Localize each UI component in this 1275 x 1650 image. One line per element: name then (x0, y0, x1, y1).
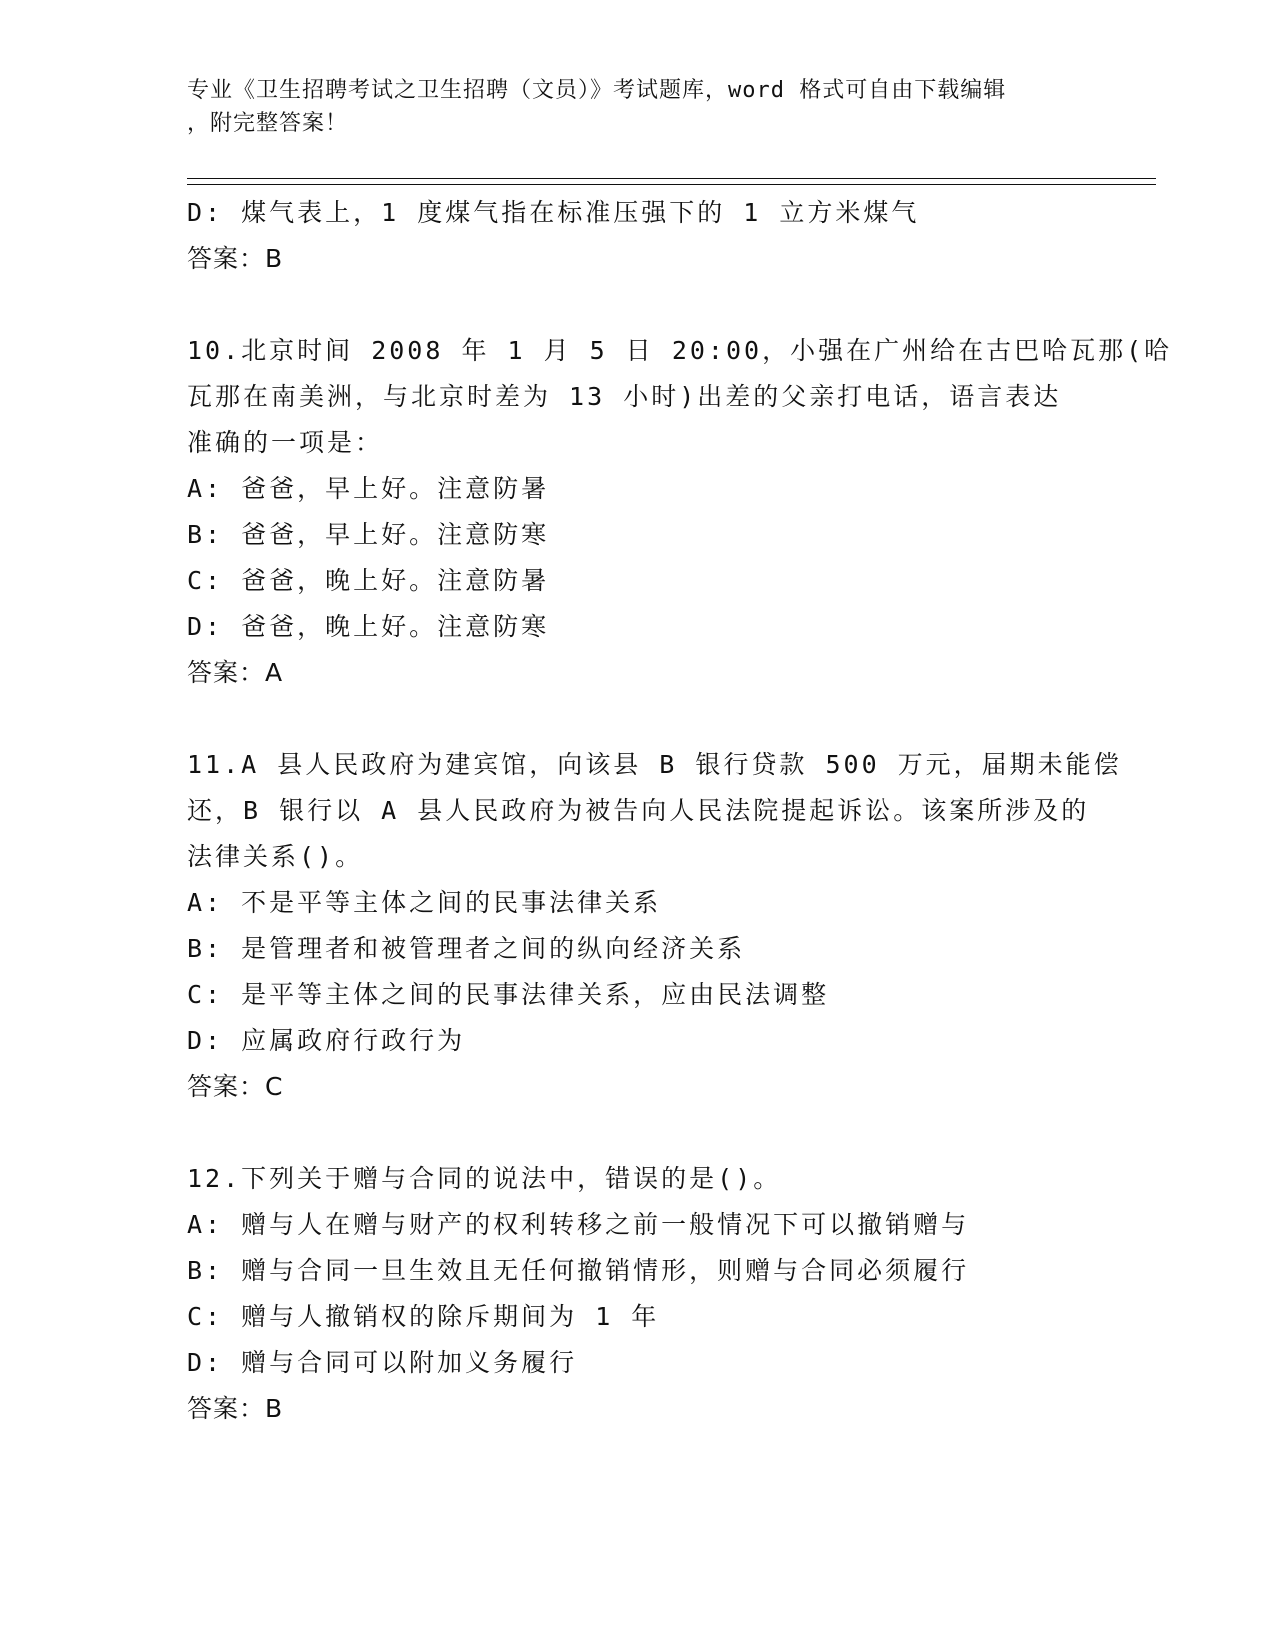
question-11 (187, 742, 1122, 1110)
header-line-2: ，附完整答案！ (187, 111, 349, 136)
option-c: C: 赠与人撤销权的除斥期间为 1 年 (187, 1302, 660, 1331)
option-b: B: 爸爸，早上好。注意防寒 (187, 520, 550, 549)
question-12 (187, 1156, 1087, 1432)
option-a: A: 赠与人在赠与财产的权利转移之前一般情况下可以撤销赠与 (187, 1210, 970, 1239)
document-body (187, 190, 1173, 1432)
page-header (187, 74, 1087, 140)
option-d: D: 爸爸，晚上好。注意防寒 (187, 612, 550, 641)
question-stem-line: 10.北京时间 2008 年 1 月 5 日 20:00，小强在广州给在古巴哈瓦那(哈 (187, 336, 1173, 365)
answer-line: 答案：A (187, 658, 284, 687)
option-d: D: 煤气表上，1 度煤气指在标准压强下的 1 立方米煤气 (187, 198, 920, 227)
question-stem-line: 瓦那在南美洲，与北京时差为 13 小时)出差的父亲打电话，语言表达 (187, 382, 1062, 411)
option-d: D: 赠与合同可以附加义务履行 (187, 1348, 578, 1377)
spacer (187, 696, 1087, 742)
answer-line: 答案：B (187, 1394, 284, 1423)
question-stem-line: 11.A 县人民政府为建宾馆，向该县 B 银行贷款 500 万元，届期未能偿 (187, 750, 1122, 779)
option-a: A: 不是平等主体之间的民事法律关系 (187, 888, 662, 917)
option-b: B: 赠与合同一旦生效且无任何撤销情形，则赠与合同必须履行 (187, 1256, 970, 1285)
answer-line: 答案：B (187, 244, 284, 273)
spacer (187, 1110, 1087, 1156)
option-c: C: 是平等主体之间的民事法律关系，应由民法调整 (187, 980, 830, 1009)
option-c: C: 爸爸，晚上好。注意防暑 (187, 566, 550, 595)
question-stem-line: 准确的一项是： (187, 428, 384, 457)
question-stem-line: 12.下列关于赠与合同的说法中，错误的是()。 (187, 1164, 782, 1193)
question-stem-line: 还，B 银行以 A 县人民政府为被告向人民法院提起诉讼。该案所涉及的 (187, 796, 1090, 825)
header-rule-top (187, 178, 1156, 179)
question-stem-line: 法律关系()。 (187, 842, 364, 871)
option-d: D: 应属政府行政行为 (187, 1026, 466, 1055)
previous-question-fragment (187, 190, 1087, 282)
spacer (187, 282, 1087, 328)
option-a: A: 爸爸，早上好。注意防暑 (187, 474, 550, 503)
answer-line: 答案：C (187, 1072, 284, 1101)
question-10 (187, 328, 1173, 696)
header-line-1: 专业《卫生招聘考试之卫生招聘（文员）》考试题库，word 格式可自由下载编辑 (187, 78, 1007, 103)
header-rule-bottom (187, 184, 1156, 185)
option-b: B: 是管理者和被管理者之间的纵向经济关系 (187, 934, 746, 963)
